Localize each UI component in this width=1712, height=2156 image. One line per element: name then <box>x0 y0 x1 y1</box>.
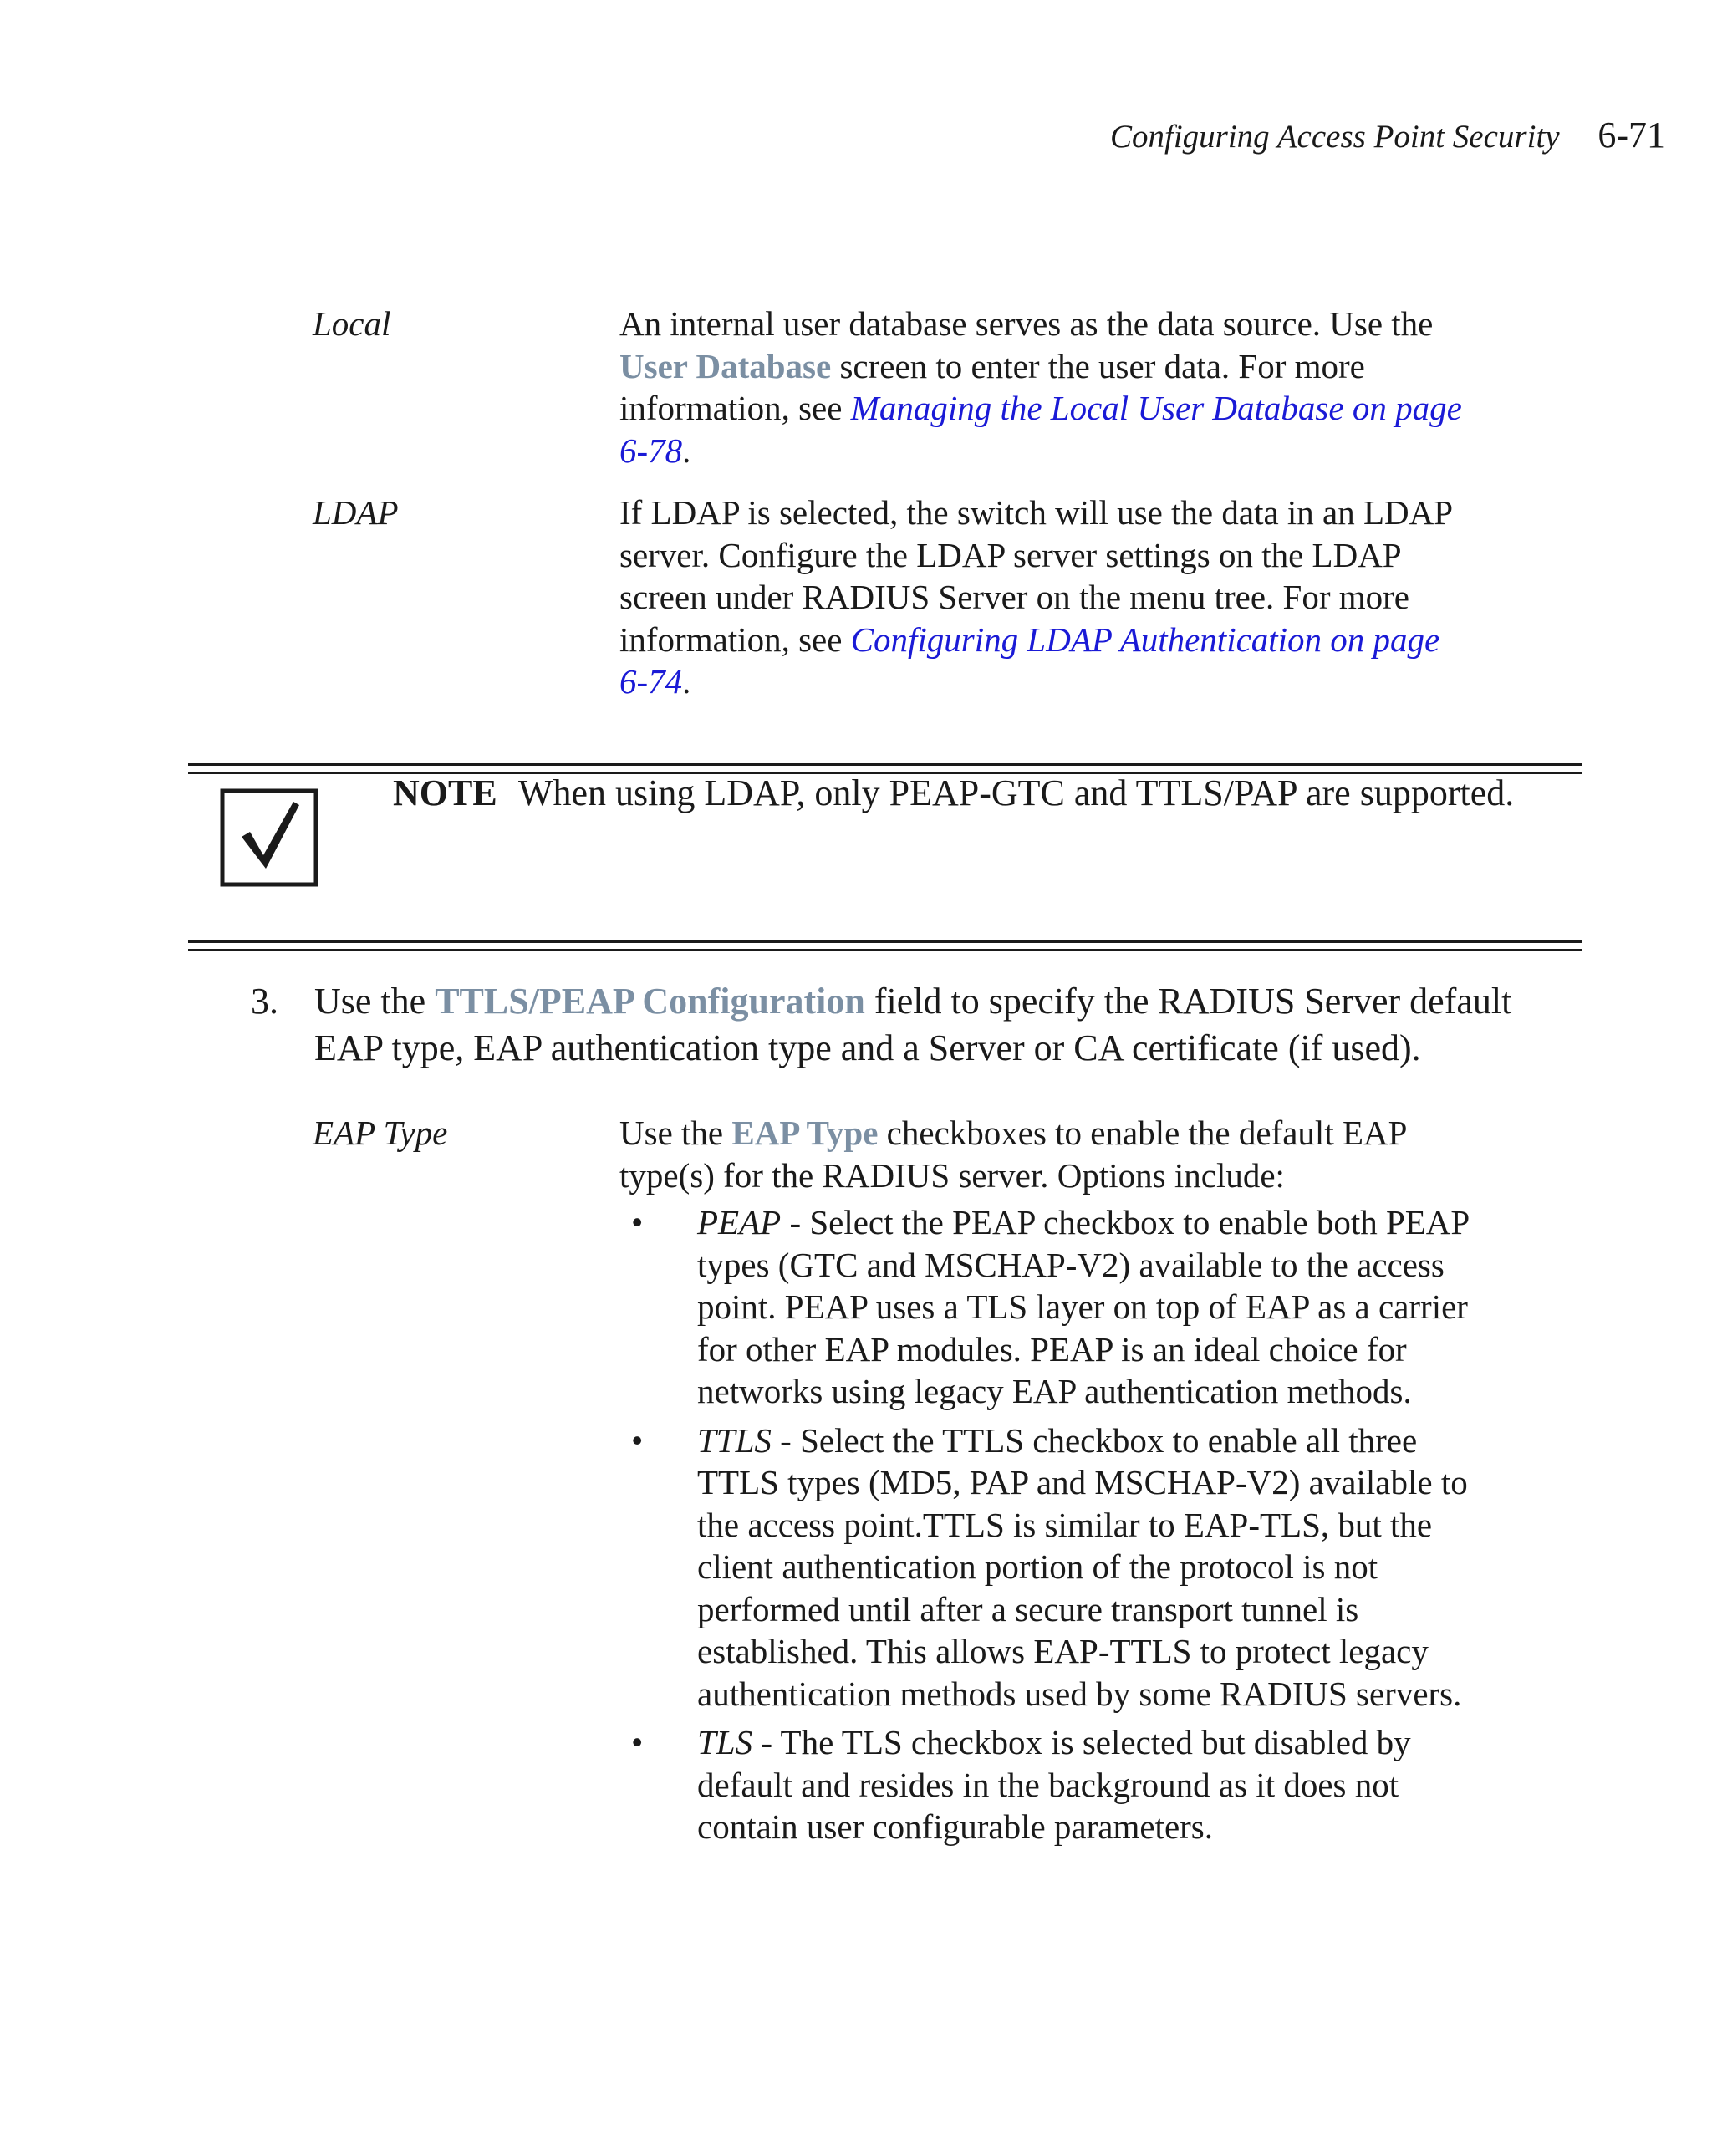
step-text-part: field to specify the RADIUS Server default EAP type, EAP authentication type and a Server or CA certificate (if used). <box>314 981 1512 1068</box>
xref-local-user-database-link[interactable]: Managing the Local User Database on page 6-78 <box>619 389 1462 470</box>
term-ldap: LDAP <box>313 493 399 532</box>
bullet-text: - Select the PEAP checkbox to enable both PEAP types (GTC and MSCHAP-V2) available to the access point. PEAP uses a TLS layer on top of EAP as a carrier for other EAP modules. PEAP is an ideal choice for networks using legacy EAP authentication methods. <box>697 1203 1469 1410</box>
list-item-tls <box>619 1721 1472 1848</box>
table-row-ldap <box>313 492 1466 703</box>
desc-text: An internal user database serves as the data source. Use the <box>619 304 1434 343</box>
step-text-part: Use the <box>314 981 436 1022</box>
table-row-local <box>313 303 1466 471</box>
list-item-ttls <box>619 1419 1472 1715</box>
term-eap-type: EAP Type <box>313 1114 448 1152</box>
page-number: 6-71 <box>1597 115 1665 155</box>
list-item-peap <box>619 1201 1472 1413</box>
note-label: NOTE <box>393 772 497 813</box>
bullet-text: - The TLS checkbox is selected but disabled by default and resides in the background as it does not contain user configurable parameters. <box>697 1723 1411 1846</box>
desc-eap-type <box>619 1112 1472 1848</box>
step-number: 3. <box>251 981 278 1022</box>
bullet-icon: • <box>631 1203 644 1241</box>
desc-text: checkboxes to enable the default EAP type(s) for the RADIUS server. Options include: <box>619 1114 1406 1195</box>
bullet-icon: • <box>631 1723 644 1761</box>
divider <box>188 949 1582 951</box>
bullet-term: PEAP <box>697 1203 782 1241</box>
desc-ldap <box>619 492 1472 703</box>
desc-text: Use the <box>619 1114 732 1152</box>
divider <box>188 940 1582 943</box>
eap-intro <box>619 1112 1472 1196</box>
bullet-term: TLS <box>697 1723 753 1761</box>
step-text <box>314 978 1588 1072</box>
ui-ref-user-database: User Database <box>619 346 832 385</box>
checkmark-box-icon <box>220 788 318 887</box>
xref-ldap-authentication-link[interactable]: Configuring LDAP Authentication on page 6-74 <box>619 619 1440 701</box>
note-box <box>188 763 1582 951</box>
bullet-text: - Select the TTLS checkbox to enable all three TTLS types (MD5, PAP and MSCHAP-V2) available to the access point.TTLS is similar to EAP-TLS, but the client authentication portion of the protocol is not performed until after a secure transport tunnel is established. This allows EAP-TTLS to protect legacy authentication methods used by some RADIUS servers. <box>697 1420 1468 1713</box>
table-row-eap-type <box>313 1112 1469 1848</box>
bullet-icon: • <box>631 1420 644 1460</box>
running-header <box>1110 115 1665 157</box>
desc-text: . <box>682 431 691 470</box>
bullet-term: TTLS <box>697 1420 772 1460</box>
divider <box>188 763 1582 766</box>
term-local: Local <box>313 304 391 343</box>
section-title: Configuring Access Point Security <box>1109 119 1560 155</box>
desc-text: screen to enter the user data. For more information, see <box>619 346 1365 427</box>
data-source-table <box>313 303 1466 723</box>
desc-local <box>619 303 1472 471</box>
ui-ref-eap-type: EAP Type <box>731 1114 879 1152</box>
note-text: When using LDAP, only PEAP-GTC and TTLS/PAP are supported. <box>518 772 1515 813</box>
eap-options-list <box>619 1201 1472 1848</box>
step-3 <box>251 978 1588 1072</box>
desc-text: If LDAP is selected, the switch will use the data in an LDAP server. Configure the LDAP server settings on the LDAP screen under RADIUS Server on the menu tree. For more information, see <box>619 493 1452 659</box>
ui-ref-ttls-peap-configuration: TTLS/PEAP Configuration <box>435 981 865 1022</box>
desc-text: . <box>682 662 691 701</box>
eap-type-table <box>313 1112 1469 1868</box>
